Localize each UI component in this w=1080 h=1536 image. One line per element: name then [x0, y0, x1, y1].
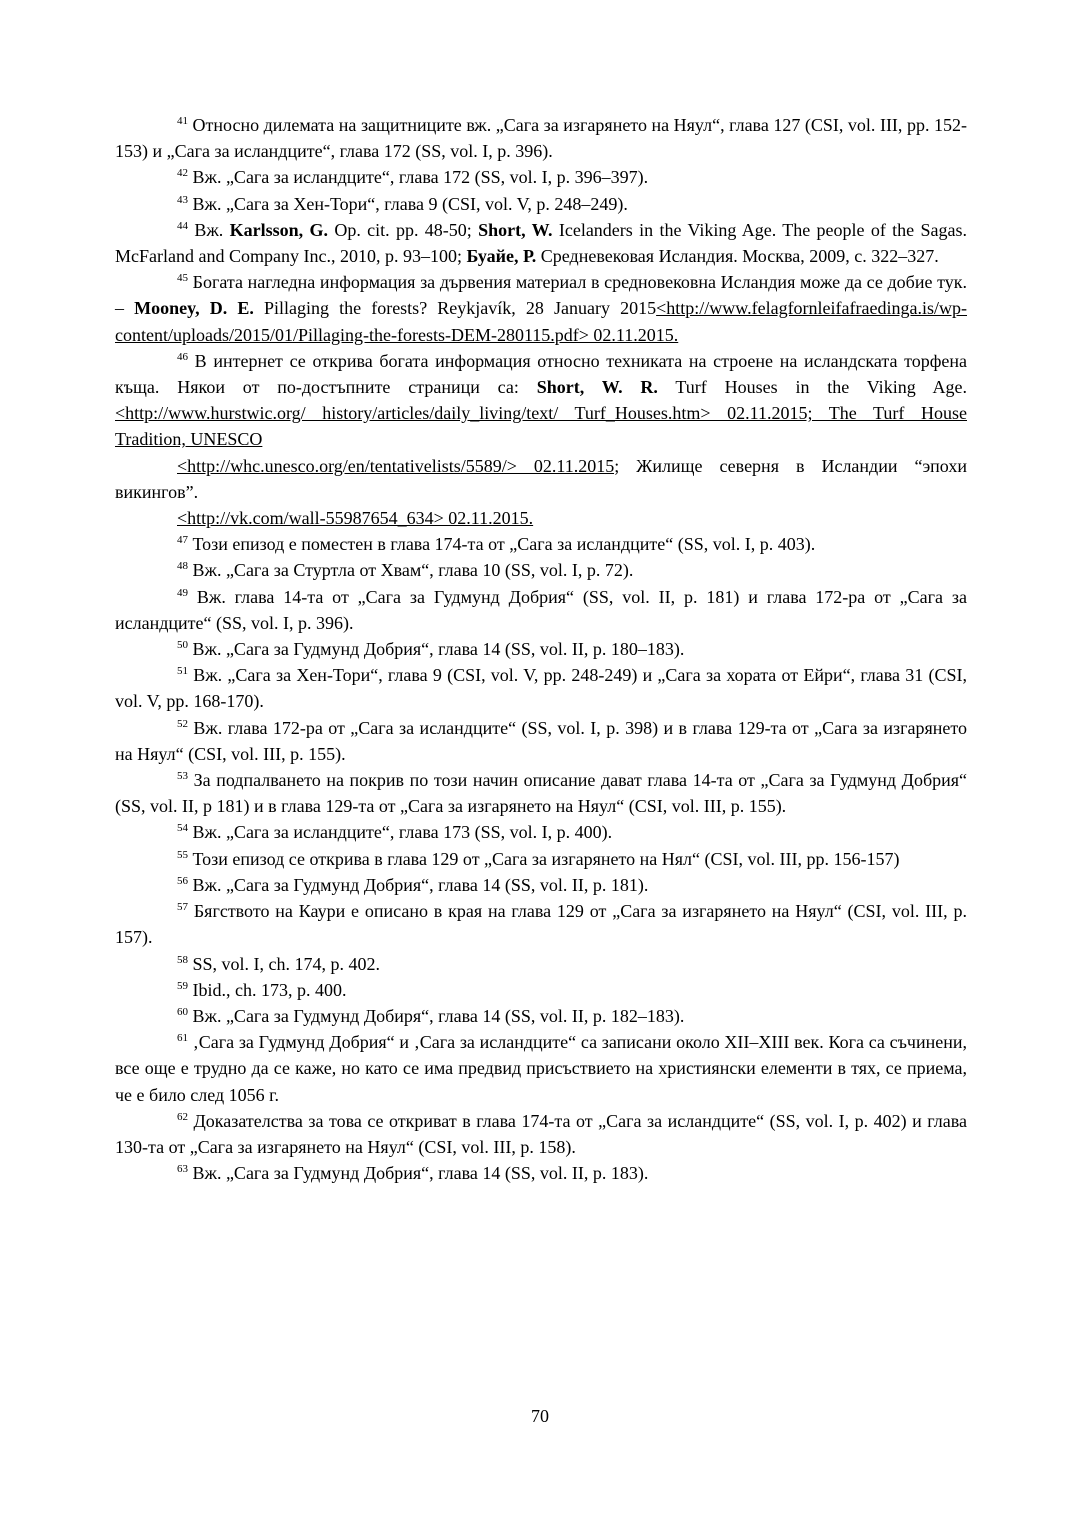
footnote-number: 43	[177, 193, 188, 206]
footnote-text: SS, vol. I, ch. 174, p. 402.	[188, 953, 381, 974]
footnote-number: 58	[177, 953, 188, 966]
footnote-number: 51	[177, 665, 188, 678]
footnote-text: Вж. глава 172-ра от „Сага за исландците“ (SS, vol. I, p. 398) и в глава 129-та от „Сага за изгарянето на Няул“ (CSI, vol. III, p. 155).	[115, 717, 967, 764]
footnote-text: Вж. „Сага за исландците“, глава 172 (SS, vol. I, p. 396–397).	[188, 167, 649, 188]
footnote-number: 53	[177, 770, 188, 783]
footnote-number: 57	[177, 901, 188, 914]
footnotes	[115, 112, 967, 1186]
footnote-text: Op. cit. pp. 48-50;	[327, 219, 479, 240]
footnote-text: ‚Сага за Гудмунд Добрия“ и ‚Сага за исландците“ са записани около XII–XIII век. Кога са съчинени, все още е трудно да се каже, но като се има предвид присъствието на християнски елементи в тях, се приема, че е било след 1056 г.	[115, 1032, 967, 1105]
footnote	[115, 898, 967, 950]
footnote-number: 49	[177, 586, 188, 599]
footnote-text: Short, W. R.	[536, 377, 658, 398]
footnote-text: Богата нагледна информация за дървения материал в средновековна Исландия може да се добие тук. –	[115, 272, 967, 319]
footnote	[115, 112, 967, 164]
footnote	[115, 453, 967, 505]
footnote-text: Ibid., ch. 173, p. 400.	[188, 979, 347, 1000]
link-text[interactable]: <http://www.felagfornleifafraedinga.is/wp-content/uploads/2015/01/Pillaging-the-forests-DEM-280115.pdf> 02.11.2015.	[115, 298, 967, 345]
footnote	[115, 531, 967, 557]
link-text[interactable]: <http://vk.com/wall-55987654_634> 02.11.2015.	[177, 508, 534, 529]
footnote-number: 62	[177, 1110, 188, 1123]
footnote	[115, 1160, 967, 1186]
footnote-number: 56	[177, 874, 188, 887]
footnote-text: Вж. „Сага за исландците“, глава 173 (SS, vol. I, p. 400).	[188, 822, 613, 843]
footnote-number: 60	[177, 1005, 188, 1018]
footnote	[115, 348, 967, 453]
footnote-text: Вж.	[188, 219, 230, 240]
footnote-text: Бягството на Каури е описано в края на глава 129 от „Сага за изгарянето на Няул“ (CSI, vol. III, p. 157).	[115, 901, 967, 948]
footnote	[115, 269, 967, 348]
footnote-number: 46	[177, 350, 188, 363]
footnote	[115, 872, 967, 898]
footnote-text: Karlsson, G.	[229, 219, 328, 240]
footnote	[115, 1003, 967, 1029]
footnote-number: 47	[177, 534, 188, 547]
footnote	[115, 662, 967, 714]
footnote-number: 54	[177, 822, 188, 835]
footnote-number: 42	[177, 167, 188, 180]
footnote-text: Вж. „Сага за Гудмунд Добиря“, глава 14 (SS, vol. II, p. 182–183).	[188, 1005, 685, 1026]
footnote-text: Вж. „Сага за Стуртла от Хвам“, глава 10 (SS, vol. I, p. 72).	[188, 560, 634, 581]
footnote	[115, 1108, 967, 1160]
footnote	[115, 977, 967, 1003]
footnote	[115, 557, 967, 583]
footnote-text: Short, W.	[478, 219, 553, 240]
footnote-text: За подпалването на покрив по този начин описание дават глава 14-та от „Сага за Гудмунд Добрия“ (SS, vol. II, p 181) и в глава 129-та от „Сага за изгарянето на Няул“ (CSI, vol. III, p. 155).	[115, 770, 967, 817]
footnote-text: Вж. „Сага за Гудмунд Добрия“, глава 14 (SS, vol. II, p. 183).	[188, 1163, 649, 1184]
footnote	[115, 191, 967, 217]
footnote-text: Pillaging the forests? Reykjavík, 28 January 2015	[253, 298, 657, 319]
footnote-text: Относно дилемата на защитниците вж. „Сага за изгарянето на Няул“, глава 127 (CSI, vol. III, pp. 152-153) и „Сага за исландците“, глава 172 (SS, vol. I, p. 396).	[115, 115, 967, 162]
footnote-number: 63	[177, 1163, 188, 1176]
footnote-text: В интернет се открива богата информация относно техниката на строене на исландската торфена къща. Някои от по-достъпните страници са:	[115, 350, 967, 398]
footnote-text: Вж. „Сага за Гудмунд Добрия“, глава 14 (SS, vol. II, p. 180–183).	[188, 639, 685, 660]
footnote-text: Доказателства за това се откриват в глава 174-та от „Сага за исландците“ (SS, vol. I, p. 402) и глава 130-та от „Сага за изгарянето на Няул“ (CSI, vol. III, p. 158).	[115, 1110, 967, 1157]
footnote-number: 44	[177, 219, 188, 232]
footnote	[115, 636, 967, 662]
footnote	[115, 584, 967, 636]
footnote-text: Този епизод се открива в глава 129 от „Сага за изгарянето на Нял“ (CSI, vol. III, pp. 156-157)	[188, 848, 900, 869]
footnote	[115, 951, 967, 977]
footnote	[115, 505, 967, 531]
page-number: 70	[531, 1406, 549, 1426]
footnote	[115, 164, 967, 190]
footnote-number: 50	[177, 639, 188, 652]
footnote-text: Жилище северня в Исландии “эпохи викингов”.	[115, 455, 967, 502]
footnote-number: 48	[177, 560, 188, 573]
footnote	[115, 1029, 967, 1108]
footnote-number: 45	[177, 272, 188, 285]
footnote-text: Вж. „Сага за Хен-Тори“, глава 9 (CSI, vol. V, p. 248–249).	[188, 193, 628, 214]
footnote-text: Вж. глава 14-та от „Сага за Гудмунд Добрия“ (SS, vol. II, p. 181) и глава 172-ра от „Сага за исландците“ (SS, vol. I, p. 396).	[115, 586, 967, 633]
link-text[interactable]: <http://whc.unesco.org/en/tentativelists/5589/> 02.11.2015;	[177, 455, 620, 476]
footnote-number: 41	[177, 115, 188, 127]
link-text[interactable]: <http://www.hurstwic.org/ history/articles/daily_living/text/ Turf_Houses.htm> 02.11.2015; The Turf House Tradition, UNESCO	[115, 403, 967, 450]
footnote-text: Средневековая Исландия. Москва, 2009, с. 322–327.	[536, 246, 939, 267]
footnote-text: Буайе, Р.	[466, 246, 537, 267]
footnote	[115, 819, 967, 845]
footnote	[115, 217, 967, 269]
footnote-number: 52	[177, 717, 188, 730]
footnote	[115, 846, 967, 872]
footnote-text: Вж. „Сага за Гудмунд Добрия“, глава 14 (SS, vol. II, p. 181).	[188, 874, 649, 895]
footnote-text: Icelanders in the Viking Age. The people of the Sagas. McFarland and Company Inc., 2010, p. 93–100;	[115, 219, 968, 267]
footnote-number: 61	[177, 1032, 188, 1045]
footnote-text: Turf Houses in the Viking Age.	[657, 377, 968, 398]
footnote	[115, 767, 967, 819]
footnote-number: 59	[177, 979, 188, 992]
footnote-number: 55	[177, 848, 188, 861]
footnote-text: Mooney, D. E.	[134, 298, 254, 319]
footnote-text: Вж. „Сага за Хен-Тори“, глава 9 (CSI, vol. V, pp. 248-249) и „Сага за хората от Ейри“, глава 31 (CSI, vol. V, pp. 168-170).	[115, 665, 967, 712]
footnote-text: Този епизод е поместен в глава 174-та от „Сага за исландците“ (SS, vol. I, p. 403).	[188, 534, 816, 555]
footnote	[115, 715, 967, 767]
